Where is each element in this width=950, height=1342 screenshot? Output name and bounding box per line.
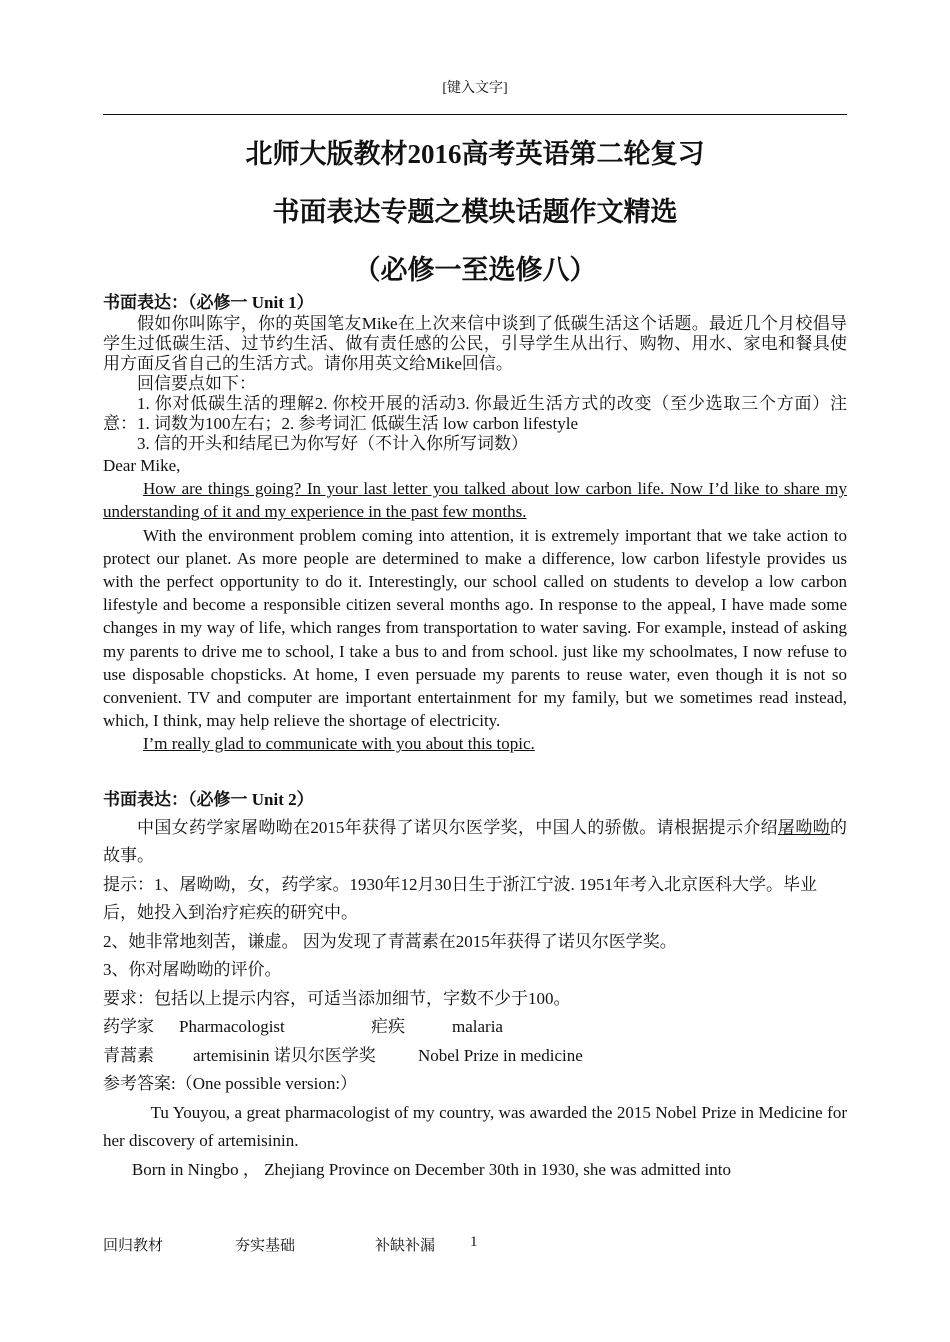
vocab-term: 青蒿素	[103, 1045, 154, 1065]
section2-hint-3: 3、你对屠呦呦的评价。	[103, 960, 282, 980]
footer-item: 夯实基础	[235, 1238, 296, 1254]
footer-item: 补缺补漏	[375, 1238, 436, 1254]
section1-points: 1. 你对低碳生活的理解2. 你校开展的活动3. 你最近生活方式的改变（至少选取三个方面）注意：1. 词数为100左右；2. 参考词汇 低碳生活 low carbon lifestyle	[103, 394, 847, 433]
vocab-term: Pharmacologist	[179, 1017, 285, 1037]
section-spacer	[103, 756, 847, 782]
footer-item: 回归教材	[103, 1238, 164, 1254]
page-header: [键入文字]	[442, 81, 508, 96]
section2-hint-1: 提示：1、屠呦呦，女，药学家。1930年12月30日生于浙江宁波. 1951年考入北京医科大学。毕业后，她投入到治疗疟疾的研究中。	[103, 874, 817, 923]
section2-task-name: 屠呦呦	[778, 817, 831, 837]
section2-hint-2: 2、她非常地刻苦，谦虚。 因为发现了青蒿素在2015年获得了诺贝尔医学奖。	[103, 931, 677, 951]
section2-task-end: 的故事。	[103, 817, 848, 866]
subtitle: 书面表达专题之模块话题作文精选	[272, 197, 678, 227]
section1-heading: 书面表达：（必修一 Unit 1）	[103, 293, 314, 312]
answer-label: 参考答案:（One possible version:）	[103, 1074, 358, 1094]
section2-task-text: 中国女药学家屠呦呦在2015年获得了诺贝尔医学奖，中国人的骄傲。请根据提示介绍	[137, 817, 778, 837]
page-number: 1	[470, 1234, 478, 1250]
main-title: 北师大版教材2016高考英语第二轮复习	[245, 139, 705, 169]
section2-task	[103, 814, 847, 871]
vocab-row-1	[103, 1013, 847, 1042]
letter-closing: I’m really glad to communicate with you about this topic.	[142, 734, 535, 754]
section1-task: 假如你叫陈宇，你的英国笔友Mike在上次来信中谈到了低碳生活这个话题。最近几个月校倡导学生过低碳生活、过节约生活、做有责任感的公民，引导学生从出行、购物、用水、家电和餐具使用方面反省自己的生活方式。请你用英文给Mike回信。	[103, 314, 847, 373]
letter-greeting: Dear Mike,	[103, 456, 181, 475]
section2-requirement: 要求：包括以上提示内容，可适当添加细节，字数不少于100。	[103, 988, 571, 1008]
document-body	[103, 292, 847, 1184]
letter-opening: How are things going? In your last letter you talked about low carbon life. Now I’d like to share my understanding of it and my experience in the past few months.	[103, 479, 847, 522]
vocab-term: Nobel Prize in medicine	[418, 1045, 583, 1065]
vocab-term: 药学家	[103, 1017, 154, 1037]
section2-heading: 书面表达：（必修一 Unit 2）	[103, 789, 314, 809]
vocab-term: 疟疾	[371, 1017, 405, 1037]
subtitle-range: （必修一至选修八）	[353, 255, 597, 285]
answer-paragraph-2: Born in Ningbo ， Zhejiang Province on December 30th in 1930, she was admitted into	[131, 1159, 732, 1179]
vocab-row-2	[103, 1042, 847, 1071]
vocab-term: artemisinin 诺贝尔医学奖	[193, 1045, 376, 1065]
section1-note: 3. 信的开头和结尾已为你写好（不计入你所写词数）	[137, 434, 528, 453]
letter-body: With the environment problem coming into attention, it is extremely important that we take action to protect our planet. As more people are determined to make a difference, low carbon lifestyle provides us with the perfect opportunity to do it. Interestingly, our school called on students to develop a low carbon lifestyle and become a responsible citizen several months ago. In response to the appeal, I have made some changes in my way of life, which ranges from transportation to water saving. For example, instead of asking my parents to drive me to school, I take a bus to and from school. just like my schoolmates, I now refuse to use disposable chopsticks. At home, I even persuade my parents to reuse water, even though it is not so convenient. TV and computer are important entertainment for my family, but we sometimes read instead, which, I think, may help relieve the shortage of electricity.	[103, 525, 847, 731]
section1-points-intro: 回信要点如下：	[137, 374, 256, 393]
header-rule	[103, 114, 847, 115]
answer-paragraph-1: Tu Youyou, a great pharmacologist of my country, was awarded the 2015 Nobel Prize in Medicine for her discovery of artemisinin.	[103, 1102, 847, 1151]
vocab-term: malaria	[452, 1017, 503, 1037]
